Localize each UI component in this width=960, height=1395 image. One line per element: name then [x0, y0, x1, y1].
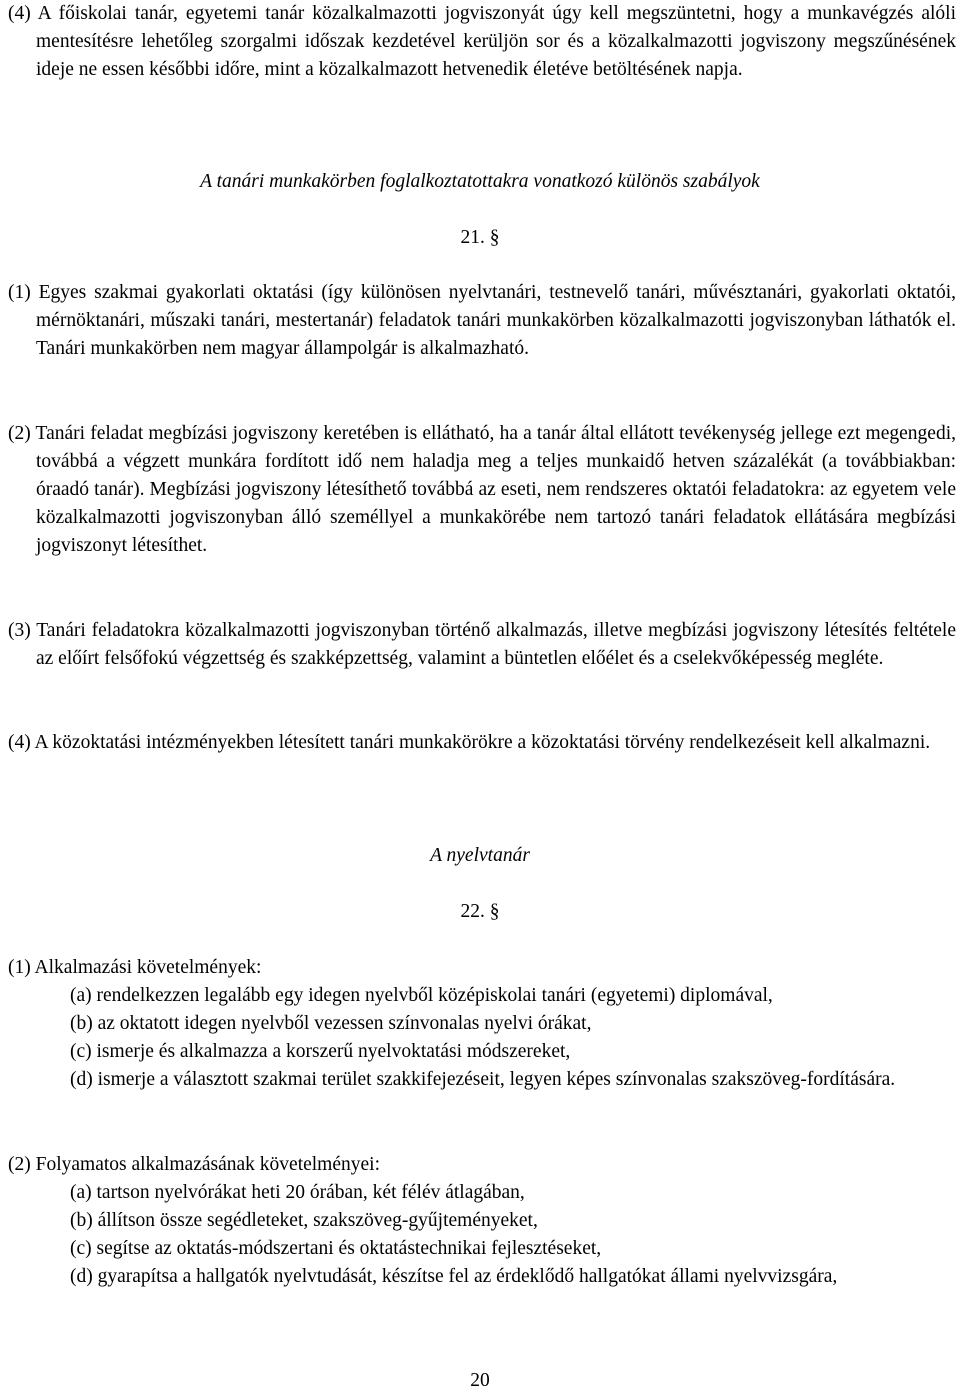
page-number: 20: [470, 1370, 490, 1391]
list-item: (a) rendelkezzen legalább egy idegen nyelvből középiskolai tanári (egyetemi) diplomával,: [70, 985, 773, 1006]
list-item: (d) gyarapítsa a hallgatók nyelvtudását, készítse fel az érdeklődő hallgatókat állami nyelvvizsgára,: [70, 1266, 838, 1287]
list-item: (c) ismerje és alkalmazza a korszerű nyelvoktatási módszereket,: [70, 1041, 571, 1062]
list-item: (d) ismerje a választott szakmai terület szakkifejezéseit, legyen képes színvonalas szakszöveg-fordítására.: [70, 1069, 896, 1090]
section-heading-language-teacher: A nyelvtanár: [430, 845, 530, 866]
list-title-requirements: (1) Alkalmazási követelmények:: [8, 957, 262, 978]
section-number-22: 22. §: [460, 901, 500, 922]
list-continuous: [70, 1179, 956, 1291]
section-number-21: 21. §: [460, 227, 500, 248]
section21-paragraph-4: (4) A közoktatási intézményekben létesített tanári munkakörökre a közoktatási törvény rendelkezéseit kell alkalmazni.: [8, 732, 931, 753]
section21-paragraph-3: (3) Tanári feladatokra közalkalmazotti jogviszonyban történő alkalmazás, illetve megbízási jogviszony létesítés feltétele az előírt felsőfokú végzettség és szakképzettség, valamint a büntetlen előélet és a cselekvőképesség megléte.: [8, 620, 956, 669]
list-title-continuous: (2) Folyamatos alkalmazásának követelményei:: [8, 1154, 380, 1175]
list-item: (a) tartson nyelvórákat heti 20 órában, két félév átlagában,: [70, 1182, 525, 1203]
list-item: (b) állítson össze segédleteket, szakszöveg-gyűjteményeket,: [70, 1210, 538, 1231]
list-item: (b) az oktatott idegen nyelvből vezessen színvonalas nyelvi órákat,: [70, 1013, 592, 1034]
list-item: (c) segítse az oktatás-módszertani és oktatástechnikai fejlesztéseket,: [70, 1238, 602, 1259]
paragraph-4-top: (4) A főiskolai tanár, egyetemi tanár közalkalmazotti jogviszonyát úgy kell megszüntetni, hogy a munkavégzés alóli mentesítésre lehetőleg szorgalmi időszak kezdetével kerüljön sor és a közalkalmazotti jogviszony megszűnésének ideje ne essen későbbi időre, mint a közalkalmazott hetvenedik életéve betöltésének napja.: [8, 3, 956, 80]
section21-paragraph-2: (2) Tanári feladat megbízási jogviszony keretében is ellátható, ha a tanár által ellátott tevékenység jellege ezt megengedi, továbbá a végzett munkára fordított idő nem haladja meg a teljes munkaidő hetven százalékát (a továbbiakban: óraadó tanár). Megbízási jogviszony létesíthető továbbá az eseti, nem rendszeres oktatói feladatokra: az egyetem vele közalkalmazotti jogviszonyban álló személlyel a munkakörébe nem tartozó tanári feladatok ellátására megbízási jogviszonyt létesíthet.: [8, 423, 956, 556]
section21-paragraph-1: (1) Egyes szakmai gyakorlati oktatási (így különösen nyelvtanári, testnevelő tanári, művésztanári, gyakorlati oktatói, mérnöktanári, műszaki tanári, mestertanár) feladatok tanári munkakörben közalkalmazotti jogviszonyban láthatók el. Tanári munkakörben nem magyar állampolgár is alkalmazható.: [8, 282, 956, 359]
list-requirements: [70, 982, 956, 1094]
section-heading-teachers: A tanári munkakörben foglalkoztatottakra vonatkozó különös szabályok: [200, 171, 760, 192]
